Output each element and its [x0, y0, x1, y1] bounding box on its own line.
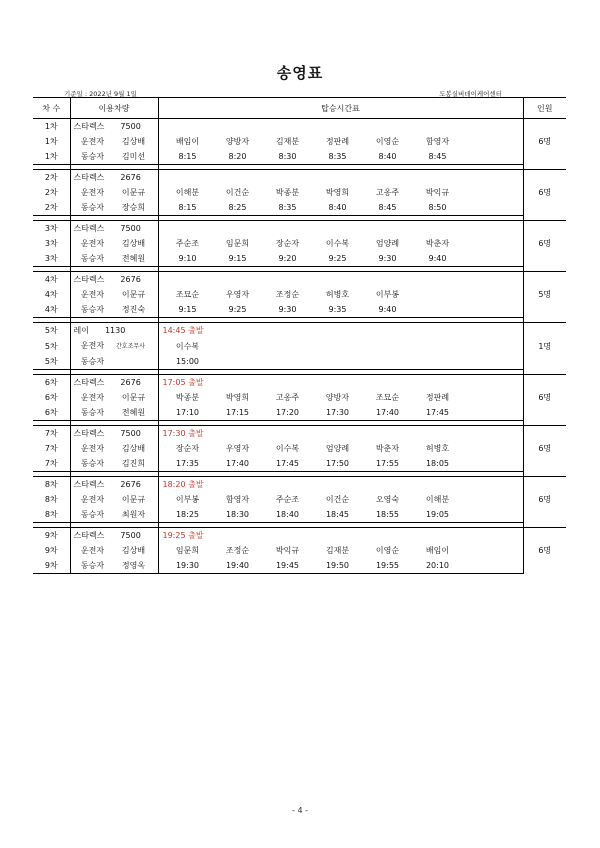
group-driver-row [33, 236, 566, 251]
document-title: 송영표 [276, 64, 324, 82]
companion-cell [70, 507, 158, 523]
vehicle-plate: 2676 [120, 173, 141, 182]
passenger-name: 조정순 [275, 290, 300, 299]
passenger-name: 임문희 [225, 239, 250, 248]
group-no: 3차 [33, 221, 70, 237]
passenger-name: 우영자 [225, 444, 250, 453]
passenger-names [158, 543, 523, 558]
passenger-name: 이건순 [325, 495, 350, 504]
pickup-time: 8:20 [228, 152, 247, 161]
passenger-name: 이부봉 [175, 495, 200, 504]
role-label-companion: 동승자 [80, 510, 105, 519]
group-no: 8차 [33, 492, 70, 507]
driver-name: 이문규 [121, 393, 146, 402]
passenger-name: 함영자 [225, 495, 250, 504]
group-no: 3차 [33, 236, 70, 251]
companion-name: 전혜원 [121, 408, 146, 417]
passenger-name: 주순조 [175, 239, 200, 248]
departure-cell [158, 221, 523, 237]
role-label-driver: 운전자 [80, 290, 105, 299]
pickup-time: 18:45 [325, 510, 350, 519]
passenger-name: 김재분 [325, 546, 350, 555]
vehicle-name: 스타렉스 [73, 122, 105, 131]
passenger-name: 양방자 [225, 137, 250, 146]
pickup-time: 8:15 [178, 152, 197, 161]
group-no: 5차 [33, 323, 70, 339]
role-label-companion: 동승자 [80, 254, 105, 263]
driver-name: 김상배 [121, 546, 146, 555]
group-companion-row [33, 251, 566, 267]
passenger-name: 이영순 [375, 137, 400, 146]
group-count: 1명 [523, 323, 566, 370]
vehicle-cell [70, 426, 158, 442]
driver-name: 김상배 [121, 239, 146, 248]
page-number: - 4 - [292, 806, 308, 815]
companion-name: 전혜원 [121, 254, 146, 263]
header-vehicle: 이용차량 [70, 98, 158, 119]
group-driver-row [33, 287, 566, 302]
vehicle-name: 스타렉스 [73, 275, 105, 284]
pickup-time: 19:05 [425, 510, 450, 519]
pickup-time: 8:45 [428, 152, 447, 161]
passenger-name: 정판례 [325, 137, 350, 146]
driver-cell [70, 287, 158, 302]
pickup-time: 19:45 [275, 561, 300, 570]
departure-cell [158, 272, 523, 288]
pickup-time: 17:40 [225, 459, 250, 468]
vehicle-cell [70, 375, 158, 391]
group-no: 4차 [33, 272, 70, 288]
group-no: 8차 [33, 507, 70, 523]
group-companion-row [33, 302, 566, 318]
group-vehicle-row [33, 221, 566, 237]
role-label-driver: 운전자 [80, 341, 105, 350]
pickup-time: 8:40 [378, 152, 397, 161]
pickup-times [158, 200, 523, 216]
group-no: 6차 [33, 405, 70, 421]
vehicle-plate: 7500 [120, 224, 141, 233]
vehicle-cell [70, 323, 158, 339]
pickup-time: 15:00 [175, 357, 200, 366]
role-label-driver: 운전자 [80, 137, 105, 146]
passenger-name: 박춘자 [425, 239, 450, 248]
departure-cell [158, 375, 523, 391]
companion-cell [70, 251, 158, 267]
pickup-times [158, 507, 523, 523]
pickup-time: 17:50 [325, 459, 350, 468]
departure-time: 17:05 출발 [162, 378, 204, 387]
group-no: 9차 [33, 528, 70, 544]
passenger-name: 박춘자 [375, 444, 400, 453]
driver-name: 이문규 [121, 495, 146, 504]
driver-cell [70, 390, 158, 405]
group-no: 9차 [33, 558, 70, 574]
vehicle-plate: 2676 [120, 378, 141, 387]
group-companion-row [33, 405, 566, 421]
group-vehicle-row [33, 528, 566, 544]
pickup-time: 19:55 [375, 561, 400, 570]
pickup-times [158, 302, 523, 318]
passenger-name: 조정순 [225, 546, 250, 555]
role-label-companion: 동승자 [80, 152, 105, 161]
passenger-name: 이수복 [325, 239, 350, 248]
center-name: 도봉실버데이케어센터 [439, 90, 502, 98]
role-label-driver: 운전자 [80, 444, 105, 453]
schedule-body [33, 119, 566, 574]
pickup-times [158, 558, 523, 574]
passenger-names [158, 441, 523, 456]
group-count: 6명 [523, 528, 566, 574]
pickup-time: 17:40 [375, 408, 400, 417]
pickup-time: 19:50 [325, 561, 350, 570]
vehicle-plate: 7500 [120, 531, 141, 540]
companion-name: 정진숙 [121, 305, 146, 314]
header-count: 인원 [523, 98, 566, 119]
driver-cell [70, 134, 158, 149]
companion-cell [70, 405, 158, 421]
driver-name: 이문규 [121, 188, 146, 197]
pickup-time: 9:20 [278, 254, 297, 263]
vehicle-name: 레이 [73, 326, 89, 335]
pickup-time: 9:40 [428, 254, 447, 263]
pickup-time: 19:40 [225, 561, 250, 570]
pickup-time: 18:55 [375, 510, 400, 519]
group-no: 8차 [33, 477, 70, 493]
departure-time: 17:30 출발 [162, 429, 204, 438]
role-label-driver: 운전자 [80, 393, 105, 402]
pickup-time: 17:45 [275, 459, 300, 468]
passenger-names [158, 492, 523, 507]
group-no: 1차 [33, 149, 70, 165]
vehicle-name: 스타렉스 [73, 378, 105, 387]
passenger-name: 엄양례 [325, 444, 350, 453]
pickup-time: 17:15 [225, 408, 250, 417]
group-companion-row [33, 456, 566, 472]
driver-cell [70, 338, 158, 354]
passenger-names [158, 287, 523, 302]
group-vehicle-row [33, 426, 566, 442]
pickup-times [158, 149, 523, 165]
pickup-time: 9:25 [328, 254, 347, 263]
passenger-name: 박종분 [275, 188, 300, 197]
group-no: 5차 [33, 354, 70, 370]
group-count: 6명 [523, 119, 566, 165]
group-driver-row [33, 338, 566, 354]
role-label-companion: 동승자 [80, 203, 105, 212]
pickup-time: 17:10 [175, 408, 200, 417]
companion-cell [70, 302, 158, 318]
group-no: 1차 [33, 119, 70, 135]
vehicle-name: 스타렉스 [73, 480, 105, 489]
role-label-companion: 동승자 [80, 459, 105, 468]
passenger-name: 허병호 [425, 444, 450, 453]
group-driver-row [33, 134, 566, 149]
pickup-time: 19:30 [175, 561, 200, 570]
departure-cell [158, 528, 523, 544]
group-companion-row [33, 200, 566, 216]
group-count: 6명 [523, 221, 566, 267]
group-vehicle-row [33, 170, 566, 186]
passenger-name: 엄양례 [375, 239, 400, 248]
driver-cell [70, 185, 158, 200]
vehicle-cell [70, 170, 158, 186]
companion-name: 정영옥 [121, 561, 146, 570]
passenger-name: 배임이 [175, 137, 200, 146]
passenger-name: 이해분 [425, 495, 450, 504]
passenger-name: 고옹주 [275, 393, 300, 402]
departure-time: 14:45 출발 [162, 326, 204, 335]
group-count: 6명 [523, 375, 566, 421]
role-label-companion: 동승자 [80, 561, 105, 570]
passenger-name: 박익규 [425, 188, 450, 197]
pickup-time: 18:05 [425, 459, 450, 468]
schedule-table [33, 97, 566, 574]
pickup-times [158, 456, 523, 472]
role-label-driver: 운전자 [80, 188, 105, 197]
passenger-name: 우영자 [225, 290, 250, 299]
passenger-name: 오영숙 [375, 495, 400, 504]
group-no: 3차 [33, 251, 70, 267]
pickup-time: 18:30 [225, 510, 250, 519]
passenger-name: 장순자 [275, 239, 300, 248]
pickup-time: 18:25 [175, 510, 200, 519]
departure-cell [158, 477, 523, 493]
role-label-driver: 운전자 [80, 239, 105, 248]
role-label-companion: 동승자 [80, 357, 105, 366]
group-driver-row [33, 492, 566, 507]
companion-cell [70, 354, 158, 370]
group-count: 6명 [523, 426, 566, 472]
vehicle-plate: 7500 [120, 429, 141, 438]
passenger-names [158, 236, 523, 251]
group-no: 1차 [33, 134, 70, 149]
passenger-names [158, 134, 523, 149]
pickup-time: 9:30 [278, 305, 297, 314]
role-label-driver: 운전자 [80, 495, 105, 504]
vehicle-cell [70, 119, 158, 135]
group-companion-row [33, 354, 566, 370]
departure-time: 18:20 출발 [162, 480, 204, 489]
group-no: 5차 [33, 338, 70, 354]
group-driver-row [33, 441, 566, 456]
companion-name: 최원자 [121, 510, 146, 519]
group-no: 6차 [33, 390, 70, 405]
vehicle-plate: 2676 [120, 275, 141, 284]
passenger-name: 주순조 [275, 495, 300, 504]
passenger-name: 양방자 [325, 393, 350, 402]
group-no: 7차 [33, 426, 70, 442]
vehicle-name: 스타렉스 [73, 531, 105, 540]
passenger-name: 박종분 [175, 393, 200, 402]
passenger-name: 이수복 [275, 444, 300, 453]
group-no: 4차 [33, 287, 70, 302]
driver-name: 간호조무사 [116, 343, 145, 350]
group-companion-row [33, 507, 566, 523]
passenger-name: 배임이 [425, 546, 450, 555]
driver-cell [70, 441, 158, 456]
companion-name: 김미선 [121, 152, 146, 161]
passenger-name: 허병호 [325, 290, 350, 299]
group-vehicle-row [33, 119, 566, 135]
group-vehicle-row [33, 272, 566, 288]
passenger-name: 박익규 [275, 546, 300, 555]
group-no: 9차 [33, 543, 70, 558]
header-row [33, 98, 566, 119]
vehicle-cell [70, 272, 158, 288]
driver-name: 김상배 [121, 137, 146, 146]
group-count: 6명 [523, 170, 566, 216]
companion-cell [70, 149, 158, 165]
pickup-time: 8:35 [278, 203, 297, 212]
base-date: 기준일 : 2022년 9월 1일 [64, 90, 137, 98]
passenger-name: 박영희 [325, 188, 350, 197]
role-label-driver: 운전자 [80, 546, 105, 555]
group-no: 2차 [33, 200, 70, 216]
passenger-name: 김재분 [275, 137, 300, 146]
group-no: 7차 [33, 441, 70, 456]
group-no: 2차 [33, 170, 70, 186]
pickup-time: 17:55 [375, 459, 400, 468]
passenger-name: 조묘순 [175, 290, 200, 299]
pickup-time: 17:30 [325, 408, 350, 417]
passenger-name: 조묘순 [375, 393, 400, 402]
departure-cell [158, 119, 523, 135]
pickup-time: 9:40 [378, 305, 397, 314]
vehicle-name: 스타렉스 [73, 224, 105, 233]
group-no: 4차 [33, 302, 70, 318]
header-times: 탑승시간표 [158, 98, 523, 119]
departure-time: 19:25 출발 [162, 531, 204, 540]
vehicle-plate: 7500 [120, 122, 141, 131]
group-no: 2차 [33, 185, 70, 200]
group-vehicle-row [33, 323, 566, 339]
role-label-companion: 동승자 [80, 305, 105, 314]
group-no: 7차 [33, 456, 70, 472]
pickup-time: 17:20 [275, 408, 300, 417]
group-driver-row [33, 543, 566, 558]
pickup-time: 8:40 [328, 203, 347, 212]
pickup-time: 8:25 [228, 203, 247, 212]
pickup-time: 8:35 [328, 152, 347, 161]
passenger-name: 이부봉 [375, 290, 400, 299]
pickup-times [158, 405, 523, 421]
passenger-name: 함영자 [425, 137, 450, 146]
companion-cell [70, 558, 158, 574]
pickup-times [158, 354, 523, 370]
group-vehicle-row [33, 477, 566, 493]
pickup-time: 9:35 [328, 305, 347, 314]
pickup-time: 17:45 [425, 408, 450, 417]
companion-cell [70, 456, 158, 472]
departure-cell [158, 323, 523, 339]
passenger-name: 장순자 [175, 444, 200, 453]
passenger-name: 이영순 [375, 546, 400, 555]
pickup-time: 8:15 [178, 203, 197, 212]
passenger-name: 정판례 [425, 393, 450, 402]
passenger-name: 이해분 [175, 188, 200, 197]
pickup-time: 9:25 [228, 305, 247, 314]
group-driver-row [33, 185, 566, 200]
group-companion-row [33, 558, 566, 574]
vehicle-plate: 2676 [120, 480, 141, 489]
pickup-time: 9:15 [178, 305, 197, 314]
vehicle-cell [70, 477, 158, 493]
driver-name: 이문규 [121, 290, 146, 299]
pickup-time: 20:10 [425, 561, 450, 570]
passenger-names [158, 185, 523, 200]
departure-cell [158, 170, 523, 186]
vehicle-name: 스타렉스 [73, 173, 105, 182]
passenger-name: 이수복 [175, 341, 200, 351]
vehicle-cell [70, 221, 158, 237]
vehicle-plate: 1130 [104, 326, 126, 335]
pickup-times [158, 251, 523, 267]
driver-cell [70, 492, 158, 507]
pickup-time: 8:30 [278, 152, 297, 161]
driver-cell [70, 236, 158, 251]
vehicle-name: 스타렉스 [73, 429, 105, 438]
passenger-names [158, 338, 523, 354]
passenger-names [158, 390, 523, 405]
pickup-time: 9:15 [228, 254, 247, 263]
companion-name: 장승희 [121, 203, 146, 212]
passenger-name: 박영희 [225, 393, 250, 402]
passenger-name: 임문희 [175, 546, 200, 555]
pickup-time: 17:35 [175, 459, 200, 468]
group-count: 5명 [523, 272, 566, 318]
pickup-time: 8:50 [428, 203, 447, 212]
group-count: 6명 [523, 477, 566, 523]
pickup-time: 8:45 [378, 203, 397, 212]
driver-name: 김상배 [121, 444, 146, 453]
pickup-time: 18:40 [275, 510, 300, 519]
companion-cell [70, 200, 158, 216]
group-companion-row [33, 149, 566, 165]
role-label-companion: 동승자 [80, 408, 105, 417]
group-no: 6차 [33, 375, 70, 391]
vehicle-cell [70, 528, 158, 544]
header-no: 차 수 [33, 98, 70, 119]
passenger-name: 이건순 [225, 188, 250, 197]
passenger-name: 고옹주 [375, 188, 400, 197]
companion-name: 김진희 [121, 459, 146, 468]
group-driver-row [33, 390, 566, 405]
pickup-time: 9:10 [178, 254, 197, 263]
group-vehicle-row [33, 375, 566, 391]
driver-cell [70, 543, 158, 558]
pickup-time: 9:30 [378, 254, 397, 263]
departure-cell [158, 426, 523, 442]
